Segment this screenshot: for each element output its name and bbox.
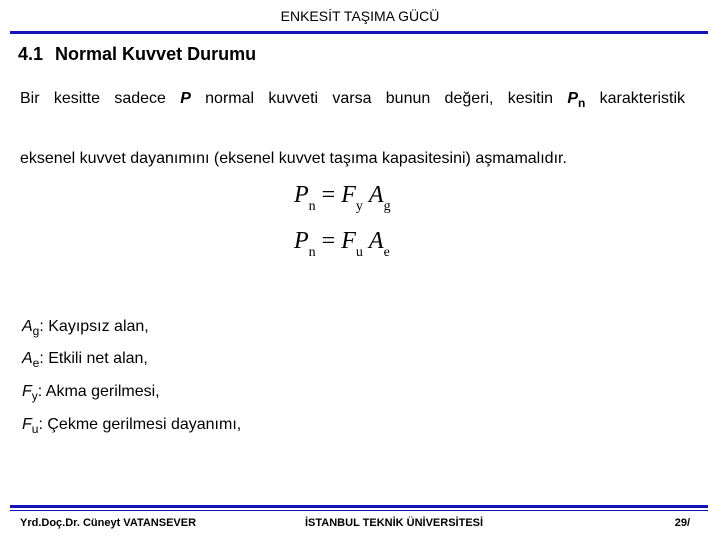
footer-author: Yrd.Doç.Dr. Cüneyt VATANSEVER [20, 517, 197, 529]
eq-symbol: P [294, 182, 309, 208]
def-text: : Etkili net alan, [39, 350, 148, 367]
footer-rule-thin [10, 510, 708, 511]
eq-subscript: g [383, 199, 391, 214]
section-title: Normal Kuvvet Durumu [55, 44, 257, 64]
definition-ae [22, 350, 148, 370]
equation-2 [294, 228, 390, 261]
section-heading [18, 44, 256, 65]
def-text: : Kayıpsız alan, [39, 318, 149, 335]
paragraph-text: karakteristik [585, 90, 685, 107]
def-subscript: e [32, 356, 40, 370]
paragraph-line-1 [20, 90, 685, 110]
def-subscript: y [31, 389, 38, 403]
eq-operator: = [321, 182, 336, 208]
paragraph-line-2: eksenel kuvvet dayanımını (eksenel kuvvet taşıma kapasitesini) aşmamalıdır. [20, 150, 567, 167]
symbol-pn [567, 90, 586, 110]
paragraph-text: normal kuvveti varsa bunun değeri, kesitin [190, 90, 568, 107]
def-subscript: u [31, 422, 39, 436]
eq-subscript: u [355, 245, 363, 260]
def-symbol: A [22, 350, 33, 367]
eq-symbol: A [368, 182, 384, 208]
eq-subscript: e [383, 245, 390, 260]
section-number: 4.1 [18, 44, 44, 64]
paragraph-text: Bir kesitte sadece [20, 90, 181, 107]
def-text: : Çekme gerilmesi dayanımı, [38, 416, 242, 433]
symbol-pn-sub: n [578, 96, 586, 110]
footer-institution: İSTANBUL TEKNİK ÜNİVERSİTESİ [305, 517, 484, 529]
def-text: : Akma gerilmesi, [37, 383, 160, 400]
slide-title: ENKESİT TAŞIMA GÜCÜ [280, 8, 440, 24]
symbol-p: P [180, 90, 191, 107]
equation-1 [294, 182, 391, 215]
def-symbol: A [22, 318, 33, 335]
definition-ag [22, 318, 149, 338]
symbol-pn-main: P [567, 90, 579, 107]
eq-subscript: y [355, 199, 363, 214]
footer-rule-thick [10, 505, 708, 508]
def-symbol: F [22, 383, 32, 400]
definition-fy [22, 383, 160, 403]
eq-operator: = [321, 228, 336, 254]
eq-symbol: A [368, 228, 384, 254]
eq-symbol: F [341, 182, 356, 208]
eq-symbol: F [341, 228, 356, 254]
def-subscript: g [32, 324, 40, 338]
eq-subscript: n [308, 245, 316, 260]
header-rule [10, 31, 708, 34]
eq-subscript: n [308, 199, 316, 214]
page-number: 29/ [674, 517, 690, 529]
eq-symbol: P [294, 228, 309, 254]
def-symbol: F [22, 416, 32, 433]
definition-fu [22, 416, 241, 436]
